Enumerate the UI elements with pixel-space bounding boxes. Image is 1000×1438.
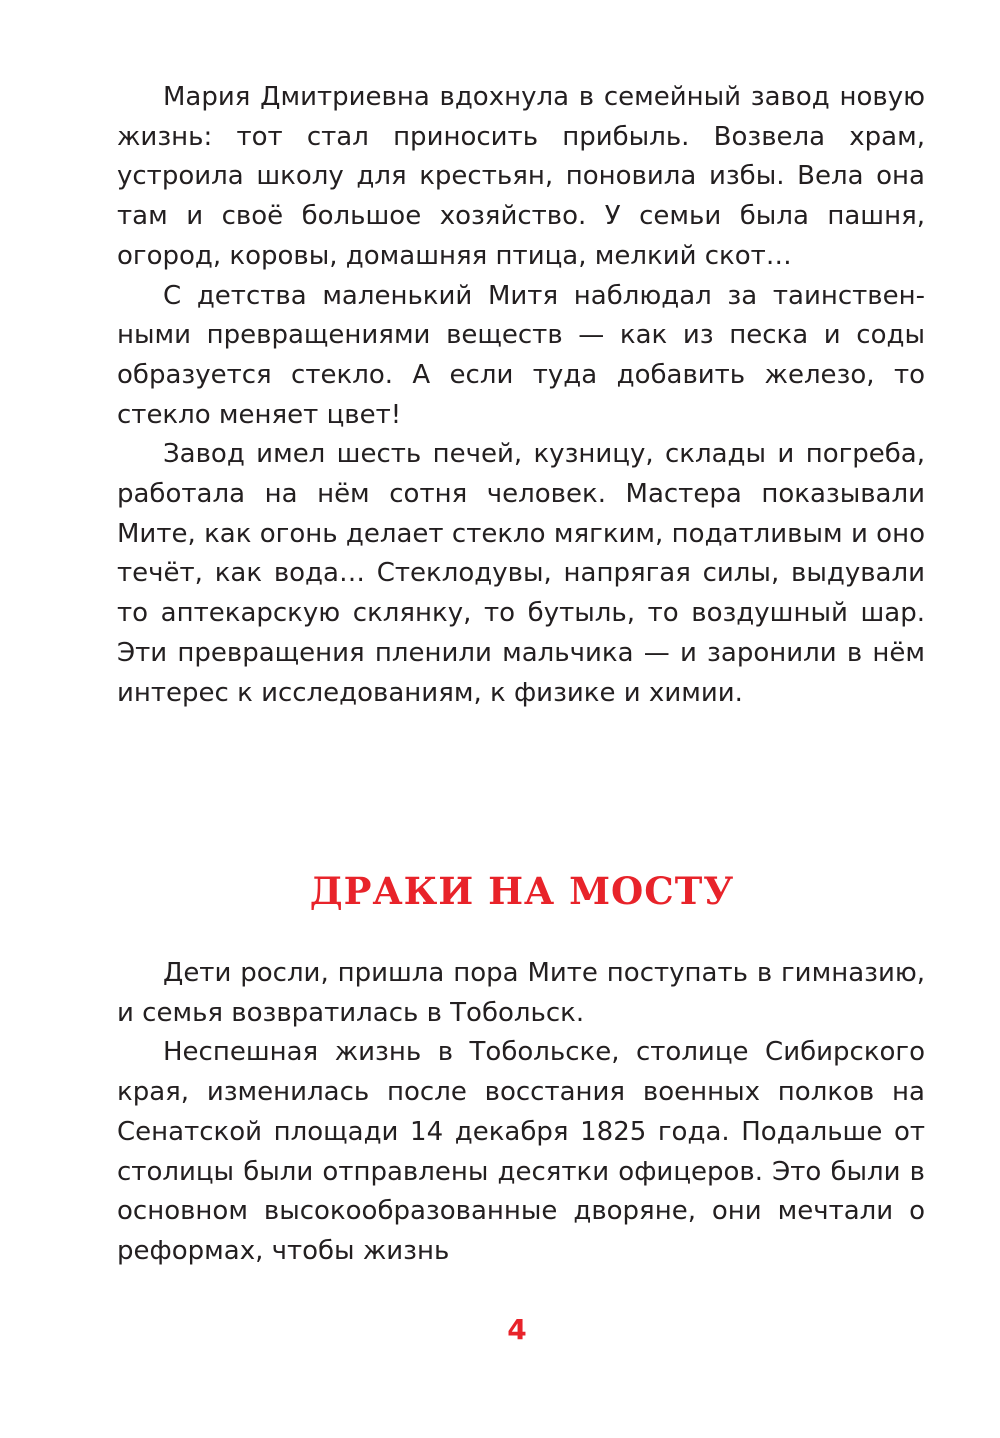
text-section-top [117,78,925,713]
page-number: 4 [507,1313,527,1346]
text-section-bottom [117,954,925,1272]
paragraph: Завод имел шесть печей, кузницу, склады и погреба, работала на нём сотня человек. Мастера показывали Мите, как огонь делает стекло мягким, податливым и оно течёт, как вода… Стеклодувы, напрягая силы, выдували то аптекарскую склянку, то бутыль, то воздушный шар. Эти превращения пленили мальчика — и заронили в нём интерес к исследованиям, к физике и химии. [117,439,925,708]
chapter-title: ДРАКИ НА МОСТУ [309,869,735,913]
paragraph: Дети росли, пришла пора Мите поступать в гимназию, и семья возвратилась в Тобольск. [117,958,925,1028]
paragraph: Мария Дмитриевна вдохнула в семейный завод новую жизнь: тот стал приносить прибыль. Возвела храм, устроила школу для крестьян, поновила избы. Вела она там и своё большое хозяйство. У семьи была пашня, огород, коровы, домашняя птица, мелкий скот… [117,82,925,271]
paragraph: С детства маленький Митя наблюдал за таинственными превращениями веществ — как из песка и соды образуется стекло. А если туда добавить железо, то стекло меняет цвет! [117,280,925,430]
paragraph: Неспешная жизнь в Тобольске, столице Сибирского края, изменилась после восстания военных полков на Сенатской площади 14 декабря 1825 года. Подальше от столицы были отправлены десятки офицеров. Это были в основном высокообразованные дворяне, они мечтали о реформах, чтобы жизнь [117,1037,925,1266]
